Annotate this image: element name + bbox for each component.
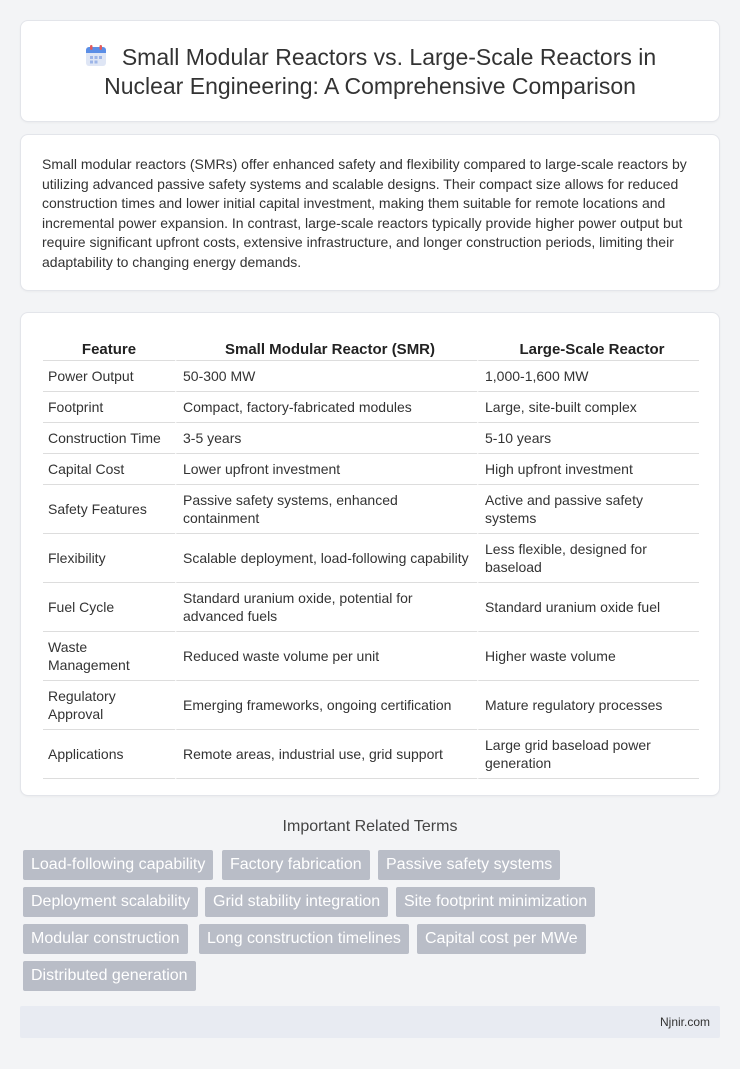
title-line-2: Nuclear Engineering: A Comprehensive Comparison xyxy=(104,73,636,99)
table-row xyxy=(43,361,699,392)
row-feature: Construction Time xyxy=(43,423,175,454)
row-feature: Footprint xyxy=(43,392,175,423)
table-row xyxy=(43,730,699,779)
row-smr-value: Reduced waste volume per unit xyxy=(175,632,477,681)
term-tag[interactable]: Load-following capability xyxy=(23,850,213,880)
page-title xyxy=(21,43,719,101)
footer xyxy=(20,1006,720,1038)
row-feature: Capital Cost xyxy=(43,454,175,485)
term-tag[interactable]: Distributed generation xyxy=(23,961,196,991)
term-tag[interactable]: Long construction timelines xyxy=(199,924,409,954)
comparison-card xyxy=(20,312,720,796)
row-feature: Applications xyxy=(43,730,175,779)
term-tag[interactable]: Passive safety systems xyxy=(378,850,560,880)
intro-card xyxy=(20,134,720,291)
table-row xyxy=(43,632,699,681)
row-smr-value: Emerging frameworks, ongoing certification xyxy=(175,681,477,730)
term-tag[interactable]: Grid stability integration xyxy=(205,887,388,917)
row-large-value: Large grid baseload power generation xyxy=(477,730,699,779)
row-smr-value: Passive safety systems, enhanced containment xyxy=(175,485,477,534)
row-large-value: 1,000-1,600 MW xyxy=(477,361,699,392)
row-smr-value: 50-300 MW xyxy=(175,361,477,392)
row-smr-value: Lower upfront investment xyxy=(175,454,477,485)
term-tag[interactable]: Site footprint minimization xyxy=(396,887,595,917)
table-header-row xyxy=(43,333,699,361)
calendar-icon xyxy=(84,44,108,68)
row-large-value: Mature regulatory processes xyxy=(477,681,699,730)
row-feature: Flexibility xyxy=(43,534,175,583)
row-smr-value: Remote areas, industrial use, grid support xyxy=(175,730,477,779)
table-row xyxy=(43,534,699,583)
row-feature: Safety Features xyxy=(43,485,175,534)
table-row xyxy=(43,681,699,730)
footer-site-link[interactable]: Njnir.com xyxy=(659,1015,710,1029)
row-feature: Regulatory Approval xyxy=(43,681,175,730)
related-terms-title: Important Related Terms xyxy=(282,818,458,835)
row-smr-value: Scalable deployment, load-following capability xyxy=(175,534,477,583)
row-large-value: Less flexible, designed for baseload xyxy=(477,534,699,583)
header-smr: Small Modular Reactor (SMR) xyxy=(175,333,477,361)
comparison-table xyxy=(43,333,699,779)
row-feature: Waste Management xyxy=(43,632,175,681)
intro-paragraph: Small modular reactors (SMRs) offer enhanced safety and flexibility compared to large-scale reactors by utilizing advanced passive safety systems and scalable designs. Their compact size allows for reduced construction times and lower initial capital investment, making them suitable for remote locations and incremental power expansion. In contrast, large-scale reactors typically provide higher power output but require significant upfront costs, extensive infrastructure, and longer construction periods, limiting their adaptability to changing energy demands. xyxy=(42,156,687,270)
row-smr-value: 3-5 years xyxy=(175,423,477,454)
row-large-value: Standard uranium oxide fuel xyxy=(477,583,699,632)
table-row xyxy=(43,583,699,632)
row-large-value: Higher waste volume xyxy=(477,632,699,681)
row-smr-value: Compact, factory-fabricated modules xyxy=(175,392,477,423)
row-large-value: High upfront investment xyxy=(477,454,699,485)
term-tag[interactable]: Capital cost per MWe xyxy=(417,924,586,954)
row-large-value: 5-10 years xyxy=(477,423,699,454)
term-tag[interactable]: Factory fabrication xyxy=(222,850,370,880)
header-large-scale: Large-Scale Reactor xyxy=(477,333,699,361)
table-row xyxy=(43,392,699,423)
term-tag[interactable]: Deployment scalability xyxy=(23,887,198,917)
table-row xyxy=(43,485,699,534)
term-tag[interactable]: Modular construction xyxy=(23,924,188,954)
row-large-value: Active and passive safety systems xyxy=(477,485,699,534)
table-row xyxy=(43,454,699,485)
title-card xyxy=(20,20,720,122)
row-feature: Power Output xyxy=(43,361,175,392)
row-smr-value: Standard uranium oxide, potential for advanced fuels xyxy=(175,583,477,632)
row-feature: Fuel Cycle xyxy=(43,583,175,632)
table-row xyxy=(43,423,699,454)
header-feature: Feature xyxy=(43,333,175,361)
title-line-1: Small Modular Reactors vs. Large-Scale Reactors in xyxy=(121,44,657,70)
row-large-value: Large, site-built complex xyxy=(477,392,699,423)
